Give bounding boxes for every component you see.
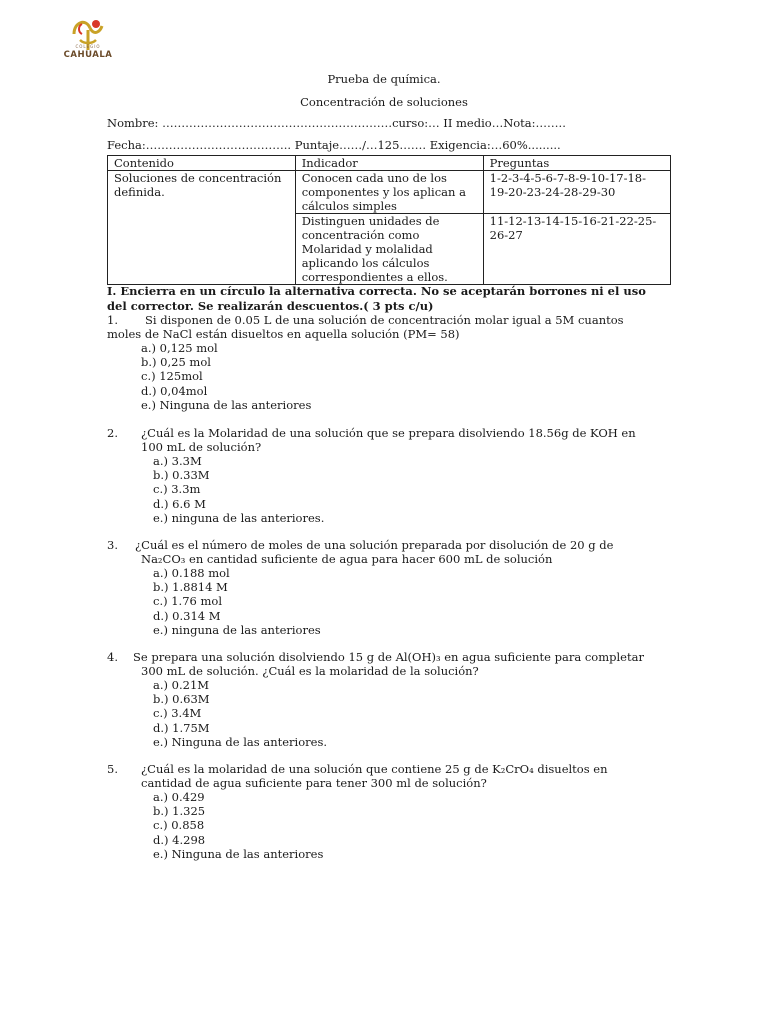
question-text: Se prepara una solución disolviendo 15 g de Al(OH)₃ en agua suficiente para completar	[133, 650, 644, 664]
question-text: moles de NaCl están disueltos en aquella solución (PM= 58)	[107, 327, 460, 341]
content-table	[107, 155, 671, 285]
question-text: cantidad de agua suficiente para tener 300 ml de solución?	[141, 776, 487, 790]
table-header-cell: Contenido	[108, 156, 296, 171]
question-number: 2.	[107, 426, 118, 440]
option-b[interactable]: b.) 0,25 mol	[141, 355, 211, 370]
option-e[interactable]: e.) Ninguna de las anteriores	[141, 397, 312, 412]
option-e[interactable]: e.) Ninguna de las anteriores.	[153, 734, 327, 749]
option-a[interactable]: a.) 0,125 mol	[141, 341, 218, 355]
name-line: Nombre: ……………………………………………………curso:… II medio…Nota:……..	[107, 116, 566, 130]
option-d[interactable]: d.) 1.75M	[153, 720, 210, 735]
table-cell-contenido: Soluciones de concentración definida.	[108, 171, 296, 285]
table-cell-preguntas: 11-12-13-14-15-16-21-22-25-26-27	[483, 214, 670, 285]
option-b[interactable]: b.) 0.33M	[153, 468, 210, 483]
option-c[interactable]: c.) 125mol	[141, 369, 203, 384]
exam-title: Prueba de química.	[327, 72, 441, 86]
option-c[interactable]: c.) 0.858	[153, 818, 205, 833]
option-d[interactable]: d.) 0.314 M	[153, 608, 221, 623]
option-b[interactable]: b.) 0.63M	[153, 692, 210, 707]
question-text: 100 mL de solución?	[141, 440, 262, 454]
option-e[interactable]: e.) ninguna de las anteriores.	[153, 510, 325, 525]
option-a[interactable]: a.) 3.3M	[153, 454, 202, 468]
option-b[interactable]: b.) 1.8814 M	[153, 580, 228, 595]
option-a[interactable]: a.) 0.188 mol	[153, 566, 230, 580]
question-text: ¿Cuál es el número de moles de una solución preparada por disolución de 20 g de	[135, 538, 614, 552]
table-cell-indicador: Conocen cada uno de los componentes y los aplican a cálculos simples	[295, 171, 483, 214]
option-d[interactable]: d.) 0,04mol	[141, 383, 208, 398]
date-line: Fecha:……………………………….. Puntaje……/…125……. Exigencia:…60%.........	[107, 138, 561, 152]
options-list	[153, 790, 323, 861]
option-c[interactable]: c.) 3.4M	[153, 706, 202, 721]
table-cell-indicador: Distinguen unidades de concentración como Molaridad y molalidad aplicando los cálculos correspondientes a ellos.	[295, 214, 483, 285]
question-number: 5.	[107, 762, 118, 776]
question-number: 3.	[107, 538, 118, 552]
options-list	[153, 678, 327, 749]
options-list	[153, 566, 321, 637]
option-c[interactable]: c.) 1.76 mol	[153, 594, 223, 609]
question-text: Na₂CO₃ en cantidad suficiente de agua para hacer 600 mL de solución	[141, 552, 553, 566]
question-number: 1.	[107, 313, 118, 327]
option-b[interactable]: b.) 1.325	[153, 804, 206, 819]
table-header-cell: Preguntas	[483, 156, 670, 171]
question-text: 300 mL de solución. ¿Cuál es la molaridad de la solución?	[141, 664, 479, 678]
table-cell-preguntas: 1-2-3-4-5-6-7-8-9-10-17-18-19-20-23-24-28-29-30	[483, 171, 670, 214]
table-header-cell: Indicador	[295, 156, 483, 171]
option-c[interactable]: c.) 3.3m	[153, 482, 201, 497]
question-number: 4.	[107, 650, 118, 664]
logo-name: CAHUALA	[63, 50, 113, 60]
table-header-row	[108, 156, 671, 171]
option-a[interactable]: a.) 0.429	[153, 790, 205, 804]
options-list	[153, 454, 324, 525]
instructions: I. Encierra en un círculo la alternativa correcta. No se aceptarán borrones ni el uso del corrector. Se realizarán descuentos.( 3 pts c/u)	[107, 284, 646, 313]
option-d[interactable]: d.) 6.6 M	[153, 496, 206, 511]
table-row	[108, 171, 671, 214]
question-text: ¿Cuál es la Molaridad de una solución que se prepara disolviendo 18.56g de KOH en	[141, 426, 636, 440]
logo-small-text: COLEGIO	[75, 44, 101, 49]
question-text: ¿Cuál es la molaridad de una solución que contiene 25 g de K₂CrO₄ disueltos en	[141, 762, 608, 776]
option-e[interactable]: e.) Ninguna de las anteriores	[153, 846, 324, 861]
exam-subtitle: Concentración de soluciones	[300, 95, 468, 109]
option-e[interactable]: e.) ninguna de las anteriores	[153, 622, 321, 637]
option-d[interactable]: d.) 4.298	[153, 832, 206, 847]
options-list	[141, 341, 311, 412]
question-text: Si disponen de 0.05 L de una solución de concentración molar igual a 5M cuantos	[145, 313, 624, 327]
option-a[interactable]: a.) 0.21M	[153, 678, 210, 692]
